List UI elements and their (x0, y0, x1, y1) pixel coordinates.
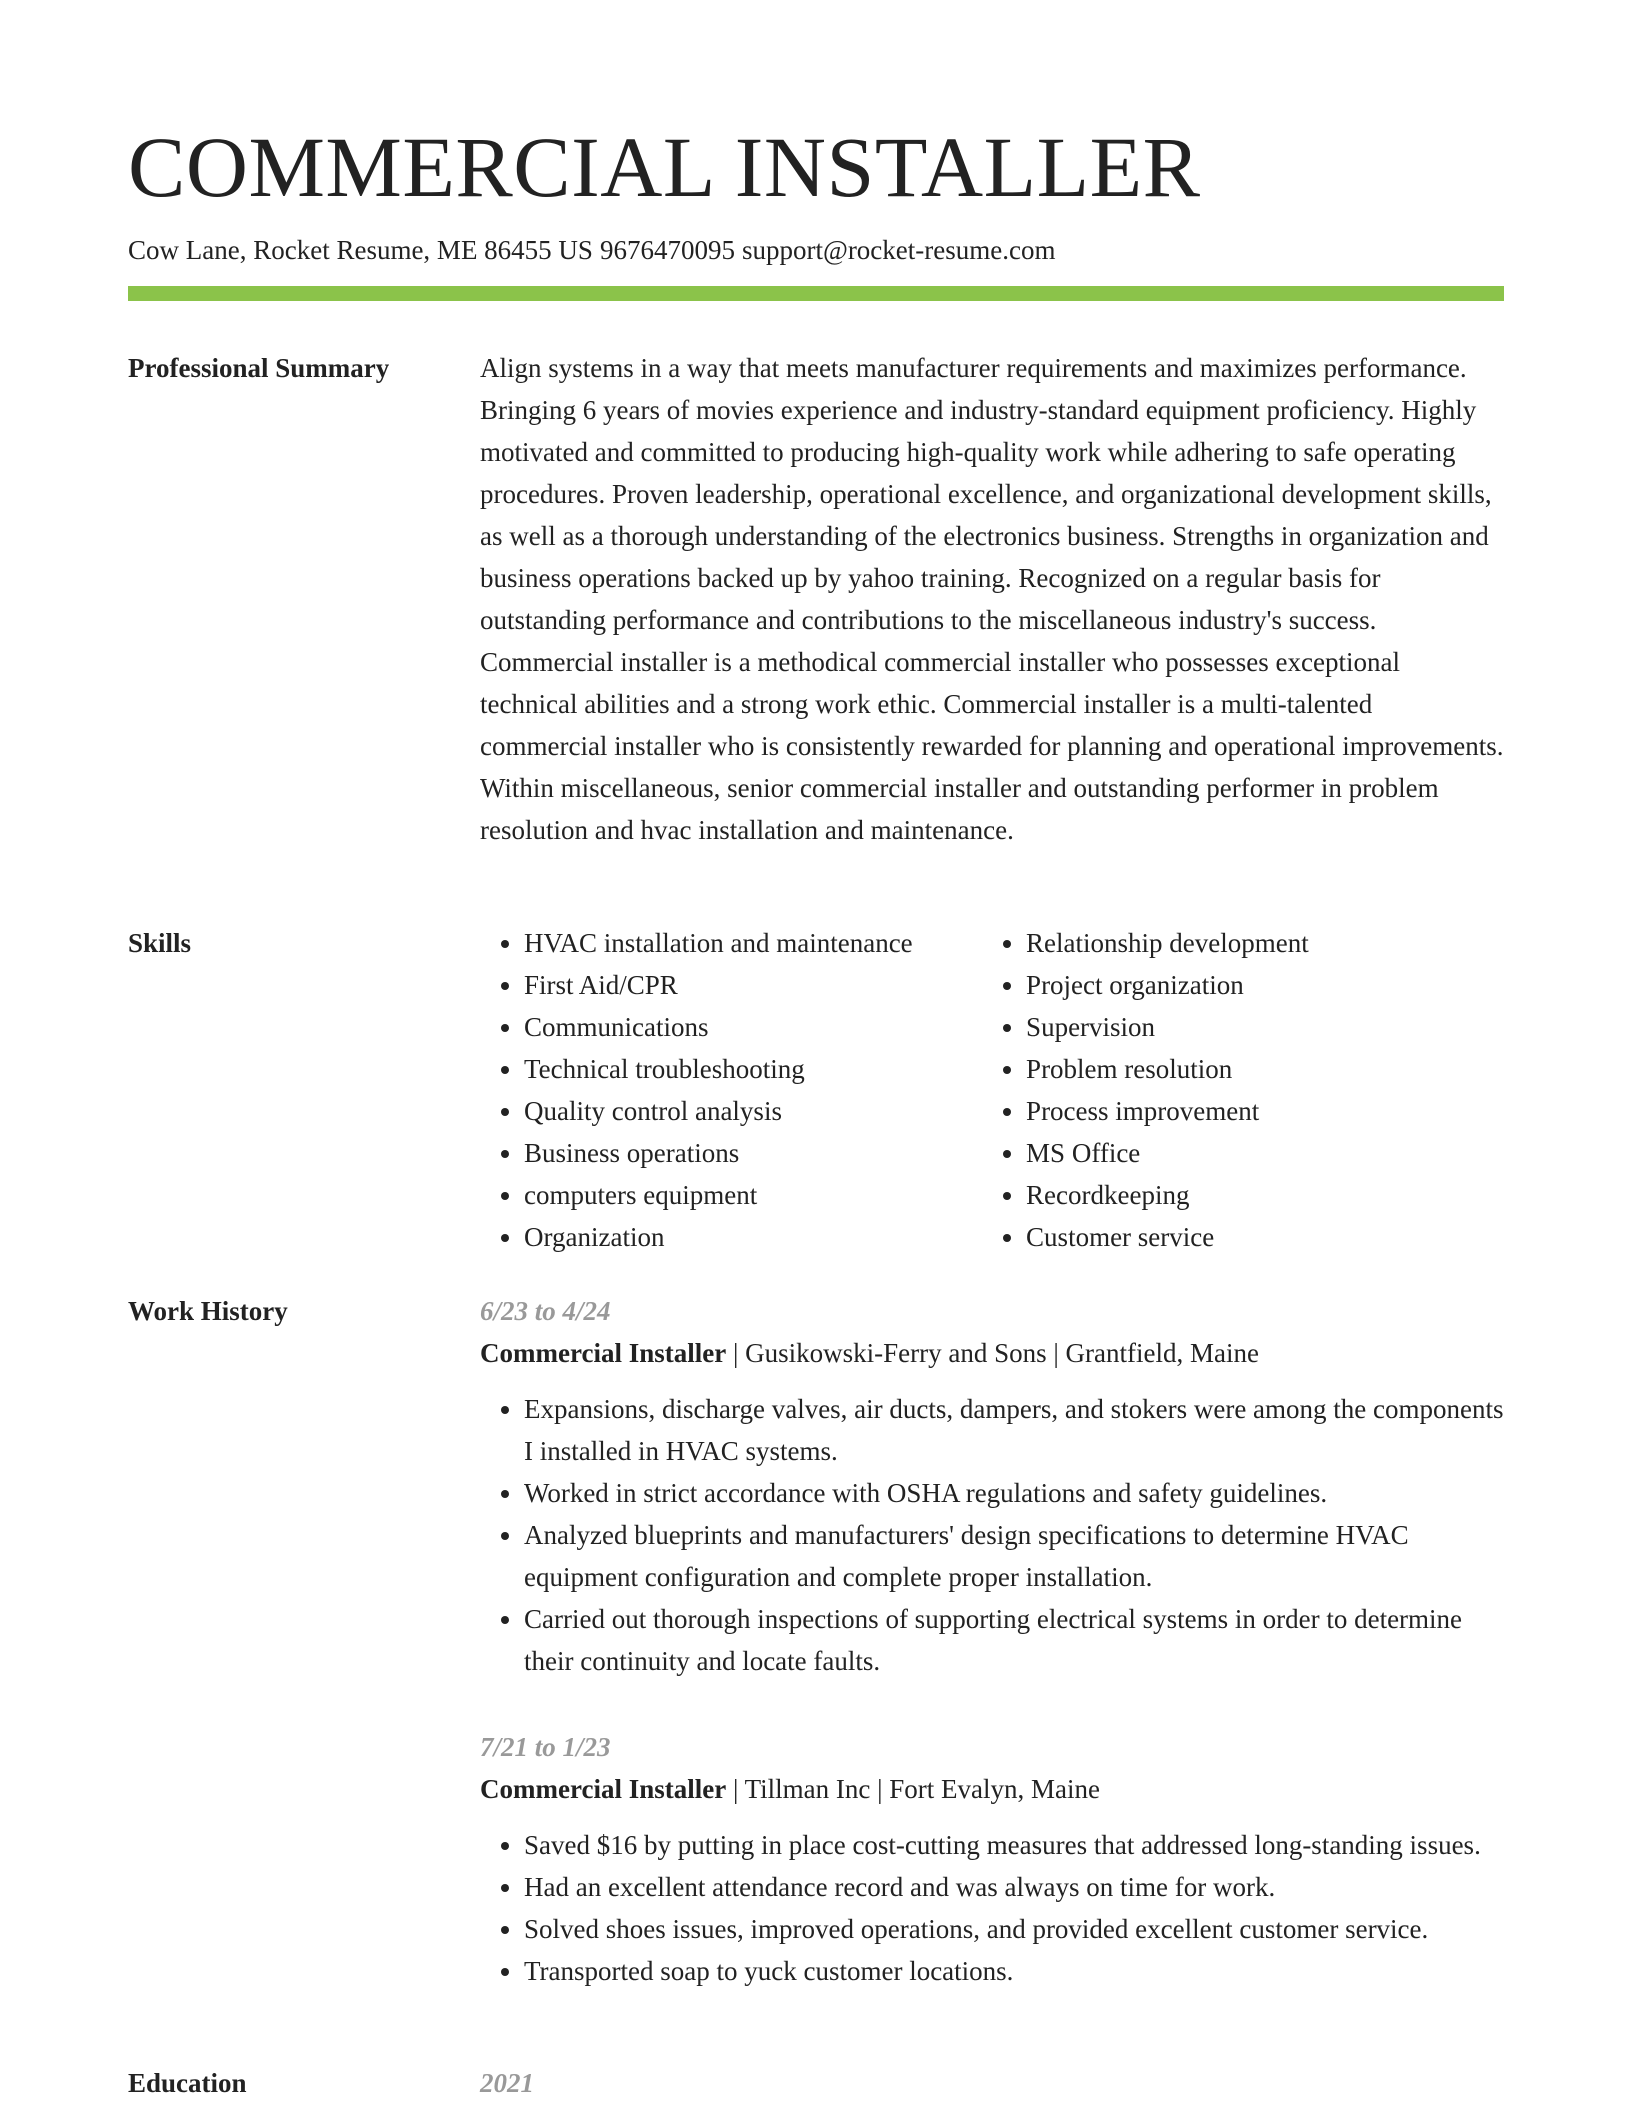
summary-body (480, 347, 1504, 851)
work-history-title: Work History (128, 1296, 288, 1326)
job-bullet: • Had an excellent attendance record and was always on time for work. (524, 1866, 1504, 1908)
job-role: Commercial Installer (480, 1774, 727, 1804)
job-bullet: • Expansions, discharge valves, air ducts, dampers, and stokers were among the components I installed in HVAC systems. (524, 1388, 1504, 1472)
job-bullet: • Transported soap to yuck customer locations. (524, 1950, 1504, 1992)
skill-item: • computers equipment (524, 1174, 982, 1216)
job-bullet: • Analyzed blueprints and manufacturers' design specifications to determine HVAC equipment configuration and complete proper installation. (524, 1514, 1504, 1598)
skill-item: • Relationship development (1026, 922, 1504, 964)
job-entry (480, 1290, 1504, 1682)
skill-item: • Project organization (1026, 964, 1504, 1006)
education-section (128, 2062, 1504, 2104)
candidate-name: COMMERCIAL INSTALLER (128, 119, 1201, 215)
summary-text: Align systems in a way that meets manufacturer requirements and maximizes performance. Bringing 6 years of movies experience and industry-standard equipment proficiency. Highly motivated and committed to producing high-quality work while adhering to safe operating procedures. Proven leadership, operational excellence, and organizational development skills, as well as a thorough understanding of the electronics business. Strengths in organization and business operations backed up by yahoo training. Recognized on a regular basis for outstanding performance and contributions to the miscellaneous industry's success. Commercial installer is a methodical commercial installer who possesses exceptional technical abilities and a strong work ethic. Commercial installer is a multi-talented commercial installer who is consistently rewarded for planning and operational improvements. Within miscellaneous, senior commercial installer and outstanding performer in problem resolution and hvac installation and maintenance. (480, 353, 1504, 845)
skills-column-right (982, 922, 1504, 1258)
skill-item: • Organization (524, 1216, 982, 1258)
job-bullet: • Saved $16 by putting in place cost-cutting measures that addressed long-standing issues. (524, 1824, 1504, 1866)
skills-section (128, 922, 1504, 1258)
resume-header (128, 118, 1504, 268)
job-employer-location: | Tillman Inc | Fort Evalyn, Maine (726, 1774, 1100, 1804)
job-bullet: • Carried out thorough inspections of supporting electrical systems in order to determine their continuity and locate faults. (524, 1598, 1504, 1682)
skills-columns (480, 922, 1504, 1258)
skill-item: • Process improvement (1026, 1090, 1504, 1132)
job-bullets (480, 1824, 1504, 1992)
skill-item: • Customer service (1026, 1216, 1504, 1258)
skill-item: • MS Office (1026, 1132, 1504, 1174)
skills-body (480, 922, 1504, 1258)
skill-item: • Problem resolution (1026, 1048, 1504, 1090)
skill-item: • Quality control analysis (524, 1090, 982, 1132)
skill-item: • Recordkeeping (1026, 1174, 1504, 1216)
job-dates: 7/21 to 1/23 (480, 1732, 611, 1762)
job-employer-location: | Gusikowski-Ferry and Sons | Grantfield, Maine (726, 1338, 1259, 1368)
contact-phone: 9676470095 (599, 234, 735, 265)
job-bullets (480, 1388, 1504, 1682)
job-title-line (480, 1768, 1504, 1810)
skill-item: • Business operations (524, 1132, 982, 1174)
work-history-section (128, 1290, 1504, 1992)
job-entry (480, 1726, 1504, 1992)
summary-section (128, 347, 1504, 851)
skill-item: • Technical troubleshooting (524, 1048, 982, 1090)
contact-email: support@rocket-resume.com (741, 234, 1056, 265)
skills-title: Skills (128, 928, 192, 958)
job-dates: 6/23 to 4/24 (480, 1296, 611, 1326)
skill-item: • HVAC installation and maintenance (524, 922, 982, 964)
job-bullet: • Worked in strict accordance with OSHA regulations and safety guidelines. (524, 1472, 1504, 1514)
contact-address: Cow Lane, Rocket Resume, ME 86455 US (128, 234, 593, 265)
contact-line (128, 233, 1504, 268)
skill-item: • Communications (524, 1006, 982, 1048)
summary-title: Professional Summary (128, 353, 390, 383)
work-history-body (480, 1290, 1504, 1992)
job-title-line (480, 1332, 1504, 1374)
job-bullet: • Solved shoes issues, improved operations, and provided excellent customer service. (524, 1908, 1504, 1950)
header-divider (128, 286, 1504, 301)
skill-item: • Supervision (1026, 1006, 1504, 1048)
education-year: 2021 (480, 2068, 534, 2098)
job-role: Commercial Installer (480, 1338, 727, 1368)
education-body (480, 2062, 1504, 2104)
education-title: Education (128, 2068, 247, 2098)
skills-column-left (480, 922, 982, 1258)
skill-item: • First Aid/CPR (524, 964, 982, 1006)
